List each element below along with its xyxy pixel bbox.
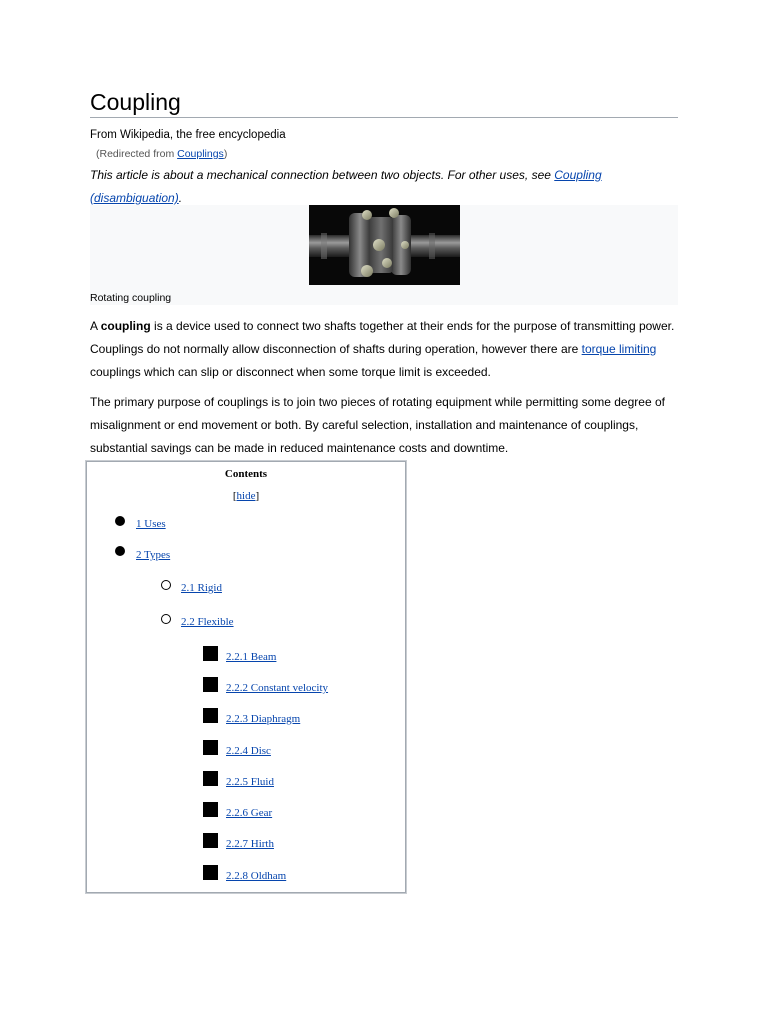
square-bullet-icon bbox=[203, 677, 218, 692]
toc-item-uses[interactable]: 1 Uses bbox=[136, 518, 166, 530]
site-tagline: From Wikipedia, the free encyclopedia bbox=[90, 129, 286, 141]
toc-title: Contents bbox=[224, 468, 268, 480]
toc-item-flexible[interactable]: 2.2 Flexible bbox=[181, 616, 234, 628]
redirect-suffix: ) bbox=[223, 148, 228, 160]
redirect-note bbox=[96, 147, 227, 161]
intro-text-start: A bbox=[90, 319, 101, 333]
square-bullet-icon bbox=[203, 740, 218, 755]
toc-item-gear[interactable]: 2.2.6 Gear bbox=[226, 807, 273, 819]
table-of-contents bbox=[86, 461, 406, 893]
figure-box bbox=[90, 205, 678, 305]
hatnote bbox=[90, 164, 630, 210]
intro-text-mid: is a device used to connect two shafts together at their ends for the purpose of transmitting power. Couplings do not normally allow disconnection of shafts during operation, however there are bbox=[90, 319, 675, 356]
redirect-prefix: (Redirected from bbox=[96, 148, 178, 160]
disc-bullet-icon bbox=[115, 516, 125, 526]
toc-item-types[interactable]: 2 Types bbox=[136, 549, 171, 561]
toc-item-rigid[interactable]: 2.1 Rigid bbox=[181, 582, 222, 594]
square-bullet-icon bbox=[203, 865, 218, 880]
circle-bullet-icon bbox=[161, 614, 171, 624]
torque-limiting-link[interactable]: torque limiting bbox=[581, 342, 657, 356]
disambiguation-link[interactable]: Coupling (disambiguation) bbox=[90, 168, 602, 205]
toc-hide-toggle bbox=[87, 490, 405, 502]
figure-caption: Rotating coupling bbox=[90, 292, 172, 304]
intro-text-end: couplings which can slip or disconnect when some torque limit is exceeded. bbox=[90, 365, 491, 379]
coupling-illustration bbox=[309, 205, 460, 285]
square-bullet-icon bbox=[203, 646, 218, 661]
square-bullet-icon bbox=[203, 771, 218, 786]
square-bullet-icon bbox=[203, 802, 218, 817]
toc-item-beam[interactable]: 2.2.1 Beam bbox=[226, 651, 277, 663]
page-title: Coupling bbox=[90, 88, 678, 118]
purpose-paragraph: The primary purpose of couplings is to join two pieces of rotating equipment while permitting some degree of misalignment or end movement or both. By careful selection, installation and maintenance of couplings, substantial savings can be made in reduced maintenance costs and downtime. bbox=[90, 395, 665, 455]
circle-bullet-icon bbox=[161, 580, 171, 590]
toc-hide-bracket-open: [ bbox=[232, 490, 237, 502]
toc-item-constant-velocity[interactable]: 2.2.2 Constant velocity bbox=[226, 682, 329, 694]
square-bullet-icon bbox=[203, 833, 218, 848]
toc-item-diaphragm[interactable]: 2.2.3 Diaphragm bbox=[226, 713, 301, 725]
hatnote-text: This article is about a mechanical connection between two objects. For other uses, see bbox=[90, 168, 555, 182]
toc-item-hirth[interactable]: 2.2.7 Hirth bbox=[226, 838, 274, 850]
toc-item-fluid[interactable]: 2.2.5 Fluid bbox=[226, 776, 274, 788]
intro-paragraph bbox=[90, 315, 680, 384]
toc-hide-link[interactable]: hide bbox=[236, 490, 256, 502]
term-coupling: coupling bbox=[100, 319, 151, 333]
coupling-image[interactable] bbox=[309, 205, 460, 285]
disc-bullet-icon bbox=[115, 546, 125, 556]
toc-hide-bracket-close: ] bbox=[255, 490, 260, 502]
square-bullet-icon bbox=[203, 708, 218, 723]
hatnote-end: . bbox=[178, 191, 183, 205]
toc-item-oldham[interactable]: 2.2.8 Oldham bbox=[226, 870, 287, 882]
toc-item-disc[interactable]: 2.2.4 Disc bbox=[226, 745, 271, 757]
redirect-link[interactable]: Couplings bbox=[177, 148, 224, 160]
